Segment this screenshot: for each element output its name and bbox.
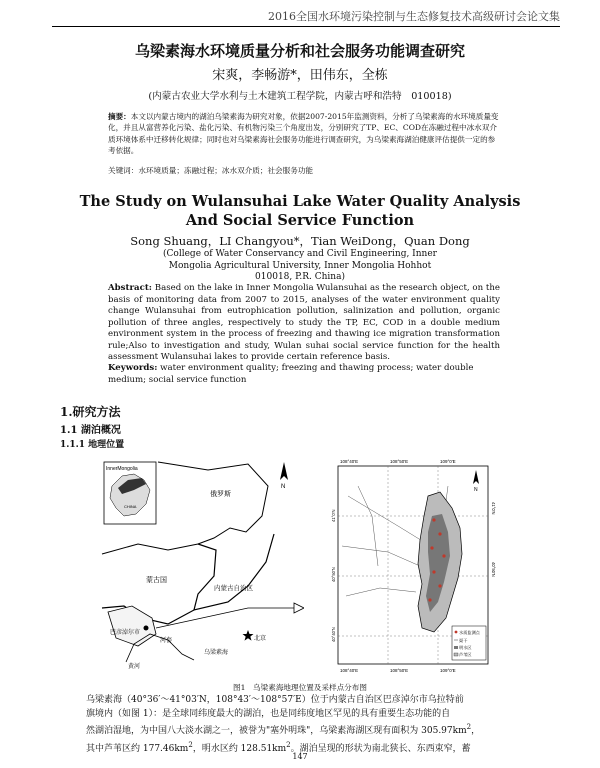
coord-top-3: 109°0'E (440, 459, 456, 464)
keywords-cn (108, 165, 500, 176)
north-label: N (281, 484, 286, 490)
keywords-cn-text: 水环境质量；冻融过程；冰水双介质；社会服务功能 (138, 166, 314, 175)
affiliation-cn: (内蒙古农业大学水利与土木建筑工程学院，内蒙古呼和浩特 010018) (148, 91, 452, 102)
inner-mongolia-outline (194, 534, 274, 610)
body-line-4-text: 其中芦苇区约 177.46km (86, 743, 189, 754)
superscript: 2 (286, 740, 291, 749)
coord-top-2: 108°50'E (390, 459, 409, 464)
coord-left-1: 41°0'N (331, 509, 336, 522)
russia-label: 俄罗斯 (210, 490, 231, 498)
legend-point-icon (455, 631, 458, 634)
inner-mongolia-label: 内蒙古自治区 (214, 584, 253, 592)
legend-water-icon (454, 646, 458, 649)
russia-border (158, 462, 268, 544)
body-line-3-text: 然湖泊湿地，为中国八大淡水湖之一，被誉为"塞外明珠"，乌梁素海湖区现有面积为 305.97km (86, 726, 467, 736)
detail-north-label: N (474, 487, 478, 493)
body-paragraph (86, 694, 522, 756)
keywords-en-text: water environment quality; freezing and thawing process; water double medium; social service function (108, 363, 474, 385)
body-line-3-tail: ， (471, 726, 481, 736)
body-line-4-tail: 。湖泊呈现的形状为南北狭长、东西束窄，蓄 (290, 743, 471, 754)
figure-caption: 图1 乌梁素海地理位置及采样点分布图 (233, 683, 367, 692)
pointer-arrowhead (294, 603, 304, 613)
yellow-river-label: 黄河 (128, 663, 141, 670)
coord-right-1: 41°0'N (491, 502, 496, 515)
body-line-2: 旗境内（如图 1）：是全球同纬度最大的湖泊，也是同纬度地区罕见的具有重要生态功能的自 (86, 708, 451, 719)
abstract-en (108, 283, 500, 364)
legend-item-open-water: 明水区 (459, 645, 472, 650)
hetao-label: 河套 (160, 637, 173, 644)
lake-detail-map (328, 456, 496, 674)
body-line-4-mid: ，明水区约 128.51km (192, 743, 287, 754)
pointer-arrow (156, 608, 294, 628)
coord-right-2: 40°50'N (491, 562, 496, 577)
coord-left-2: 40°50'N (331, 567, 336, 582)
header-text: 2016全国水环境污染控制与生态修复技术高级研讨会论文集 (268, 10, 560, 23)
superscript: 2 (466, 723, 472, 731)
body-line-1: 乌梁素海（40°36′～41°03′N，108°43′～108°57′E）位于内蒙古自治区巴彦淖尔市乌拉特前 (86, 695, 464, 705)
abstract-en-text: Based on the lake in Inner Mongolia Wulansuhai as the research object, on the basis of monitoring data from 2007 to 2015, analyses of the water environment quality change Wulansuhai from eutrophication pollution, salinization and pollution, organic pollution of three angles, respectively to study the TP, EC, COD in a double medium environment system in the process of freezing and thawing ice migration transformation rule;Also to investigation and study, Wulan suhai social service function for the health assessment Wulansuhai lakes to provide certain reference basis. (108, 283, 500, 362)
abstract-en-label: Abstract: (108, 283, 152, 293)
beijing-label: 北京 (254, 635, 267, 642)
abstract-cn-label: 摘要： (108, 112, 131, 121)
location-map (98, 458, 304, 670)
wulansuhai-label: 乌梁素海 (204, 649, 229, 656)
coord-top-1: 108°40'E (340, 459, 359, 464)
north-arrow-icon (280, 462, 288, 480)
section-heading-1-1-1: 1.1.1 地理位置 (60, 440, 125, 450)
keywords-cn-label: 关键词： (108, 166, 139, 175)
title-en-line2: And Social Service Function (185, 212, 415, 229)
legend-title: 水质监测点 (459, 630, 480, 635)
abstract-cn-text: 本文以内蒙古境内的湖泊乌梁素海为研究对象，依据2007-2015年监测资料，分析了乌梁素海的水环境质量变化，并且从富营养化污染、盐化污染、有机物污染三个角度出发，分别研究了TP、EC、COD在冻融过程中冰水双介质环境体系中迁移转化规律；同时也对乌梁素海社会服务功能进行调查研究，为乌梁素海湖泊健康评估提供一定的参考依据。 (108, 112, 499, 156)
page-number: 147 (292, 752, 308, 761)
coord-bottom-2: 108°50'E (390, 668, 409, 673)
section-heading-1-1: 1.1 湖泊概况 (60, 425, 121, 436)
body-line-3 (86, 721, 522, 739)
affiliation-en: (College of Water Conservancy and Civil Engineering, Inner Mongolia Agricultural University, Inner Mongolia Hohhot 010018, P.R. China) (163, 249, 437, 282)
legend-reed-icon (454, 653, 458, 656)
authors-en: Song Shuang，LI Changyou*，Tian WeiDong，Quan Dong (130, 234, 470, 248)
keywords-en-label: Keywords: (108, 363, 158, 373)
inset-china-label: CHINA (124, 504, 137, 509)
coord-bottom-1: 108°40'E (340, 668, 359, 673)
authors-cn: 宋爽，李畅游*，田伟东，全栋 (212, 68, 388, 83)
legend-item-reed: 芦苇区 (459, 652, 472, 657)
inset-title: InnerMongolia (106, 466, 138, 472)
running-header (52, 8, 560, 27)
wulansuhai-marker (144, 626, 149, 631)
keywords-en (108, 363, 500, 386)
coord-left-3: 40°40'N (331, 627, 336, 642)
title-en-line1: The Study on Wulansuhai Lake Water Quality Analysis (79, 193, 521, 210)
mongolia-label: 蒙古国 (146, 576, 167, 584)
section-heading-1: 1.研究方法 (60, 405, 121, 419)
superscript: 2 (188, 740, 193, 749)
coord-bottom-3: 109°0'E (440, 668, 456, 673)
beijing-star-icon (243, 630, 254, 641)
legend-item-canal: 渠干 (459, 638, 468, 643)
bayannur-label: 巴彦淖尔市 (110, 629, 141, 636)
abstract-cn (108, 111, 500, 157)
bayannur-region (108, 606, 156, 646)
paper-title-en (0, 192, 600, 230)
mongolia-border (102, 544, 198, 554)
paper-title-cn: 乌梁素海水环境质量分析和社会服务功能调查研究 (134, 42, 465, 60)
